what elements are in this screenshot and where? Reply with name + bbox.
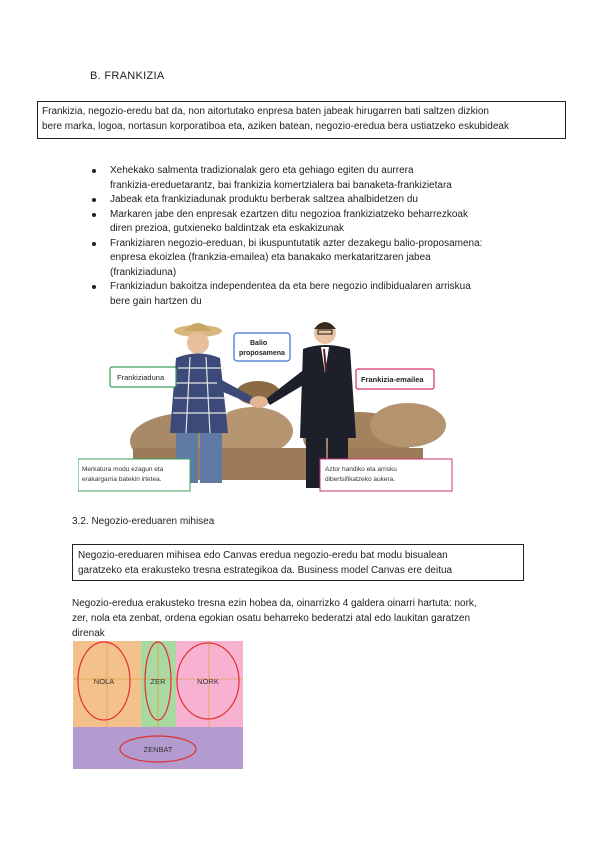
- bullet-line: enpresa ekoizlea (frankzia-emailea) eta banakako merkataritzaren jabea: [110, 252, 431, 263]
- paragraph-line: direnak: [72, 628, 105, 639]
- caption-right-line: dibertsifikatzeko aukera.: [325, 476, 396, 483]
- nork-label: NORK: [197, 677, 219, 686]
- bullet-item: [90, 237, 520, 281]
- bullet-line: diren prezioa, gutxieneko baldintzak eta eskakizunak: [110, 223, 345, 234]
- bullet-item: [90, 208, 520, 237]
- canvas-def-line: Negozio-ereduaren mihisea edo Canvas eredua negozio-eredu bat modu bisualean: [78, 550, 448, 561]
- bullet-item: [90, 280, 520, 309]
- definition-line: bere marka, logoa, nortasun korporatiboa eta, aziken batean, negozio-eredua bera ustiatzeko eskubideak: [42, 121, 509, 132]
- bullet-line: Frankiziadun bakoitza independentea da eta bere negozio indibidualaren arriskua: [110, 281, 471, 292]
- label-franchisee: Frankiziaduna: [117, 373, 165, 382]
- franchise-bullet-list: [90, 164, 520, 309]
- caption-right-line: Aztor handiko eta arrisku: [325, 466, 397, 473]
- canvas-paragraph: [72, 596, 522, 641]
- canvas-def-line: garatzeko eta erakusteko tresna estrategikoa da. Business model Canvas ere deitua: [78, 565, 453, 576]
- callout-franchisee: [110, 367, 176, 387]
- handshake-graphic: [250, 396, 268, 408]
- bullet-line: Jabeak eta frankiziadunak produktu berberak saltzea ahalbidetzen du: [110, 194, 418, 205]
- bullet-line: Markaren jabe den enpresak ezartzen ditu negozioa frankiziatzeko beharrezkoak: [110, 208, 468, 220]
- caption-left-line: erakargarria batekin irtetea.: [82, 476, 162, 483]
- caption-left-box: [78, 459, 190, 491]
- zenbat-label: ZENBAT: [143, 745, 173, 754]
- section-b-heading: B. FRANKIZIA: [90, 70, 165, 82]
- callout-franchisor: [356, 369, 434, 389]
- business-model-canvas-diagram: [73, 641, 243, 769]
- caption-right-box: [320, 459, 452, 491]
- bullet-line: (frankiziaduna): [110, 266, 177, 278]
- canvas-definition-box: [72, 544, 524, 581]
- paragraph-line: Negozio-eredua erakusteko tresna ezin hobea da, oinarrizko 4 galdera oinarri hartuta: nork,: [72, 598, 477, 609]
- bullet-line: Frankiziaren negozio-ereduan, bi ikuspuntutatik azter dezakegu balio-proposamena:: [110, 237, 483, 249]
- label-franchisor: Frankizia-emailea: [361, 375, 424, 384]
- franchise-handshake-illustration: [78, 313, 458, 493]
- callout-value-proposition: [234, 333, 290, 361]
- definition-line: Frankizia, negozio-eredu bat da, non aitortutako enpresa baten jabeak hirugarren bati saltzen dizkion: [42, 106, 489, 117]
- section-3-2-heading: 3.2. Negozio-ereduaren mihisea: [72, 516, 215, 527]
- bullet-line: bere gain hartzen du: [110, 295, 202, 307]
- paragraph-line: zer, nola eta zenbat, ordena egokian osatu beharreko bederatzi atal edo laukitan garatzen: [72, 613, 471, 624]
- bullet-line: frankizia-ereduetarantz, bai frankizia komertzialera bai banaketa-frankizietara: [110, 179, 452, 191]
- bullet-item: [90, 193, 520, 208]
- franchise-definition-box: [37, 101, 566, 139]
- bullet-line: Xehekako salmenta tradizionalak gero eta gehiago egiten du aurrera: [110, 165, 414, 176]
- caption-left-line: Merkatura modu ezagun eta: [82, 466, 164, 473]
- label-value-2: proposamena: [239, 350, 285, 357]
- label-value-1: Balio: [250, 340, 268, 347]
- nola-label: NOLA: [93, 677, 115, 686]
- zer-label: ZER: [150, 677, 166, 686]
- bullet-item: [90, 164, 520, 193]
